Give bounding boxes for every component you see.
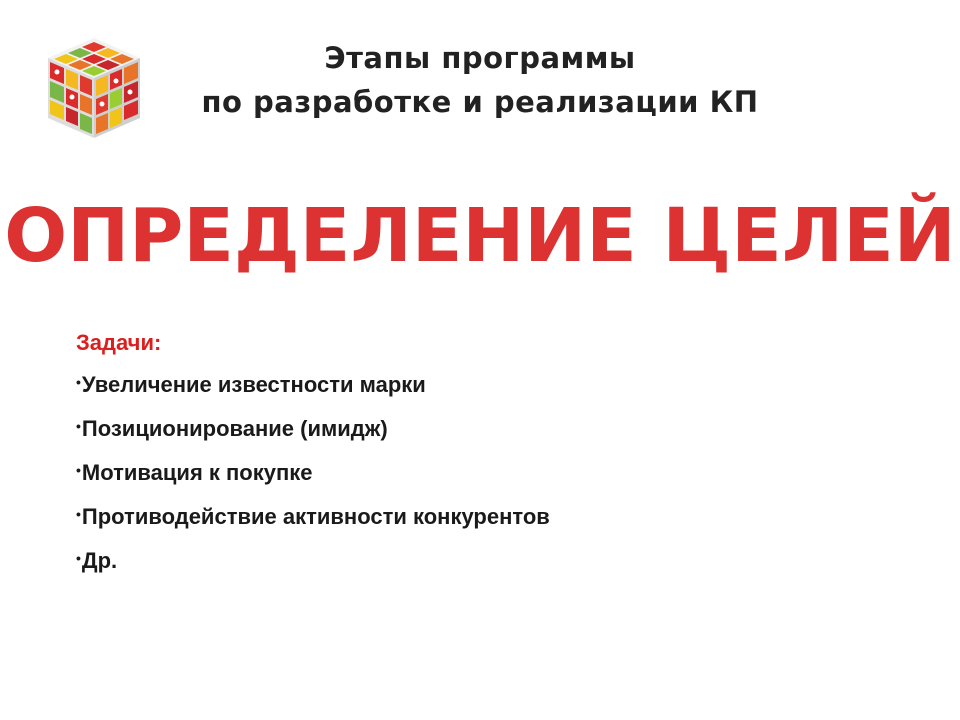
tasks-block xyxy=(76,322,896,584)
task-item xyxy=(76,452,896,496)
task-item-text: Противодействие активности конкурентов xyxy=(81,504,550,529)
title-line-2: по разработке и реализации КП xyxy=(201,85,759,119)
title-line-1: Этапы программы xyxy=(324,41,636,75)
task-item-text: Мотивация к покупке xyxy=(81,460,313,485)
bullet-icon: • xyxy=(76,374,81,390)
task-item-text: Увеличение известности марки xyxy=(81,372,426,397)
tasks-label: Задачи: xyxy=(76,330,162,355)
bullet-icon: • xyxy=(76,462,81,478)
task-item-text: Др. xyxy=(81,548,118,573)
task-item xyxy=(76,408,896,452)
task-item xyxy=(76,364,896,408)
rubiks-cube-brand-icon xyxy=(40,34,148,142)
task-item-text: Позиционирование (имидж) xyxy=(81,416,388,441)
bullet-icon: • xyxy=(76,418,81,434)
slide-title xyxy=(150,36,810,124)
bullet-icon: • xyxy=(76,506,81,522)
bullet-icon: • xyxy=(76,550,81,566)
task-item xyxy=(76,496,896,540)
section-heading: ОПРЕДЕЛЕНИЕ ЦЕЛЕЙ xyxy=(4,193,956,279)
task-item xyxy=(76,540,896,584)
